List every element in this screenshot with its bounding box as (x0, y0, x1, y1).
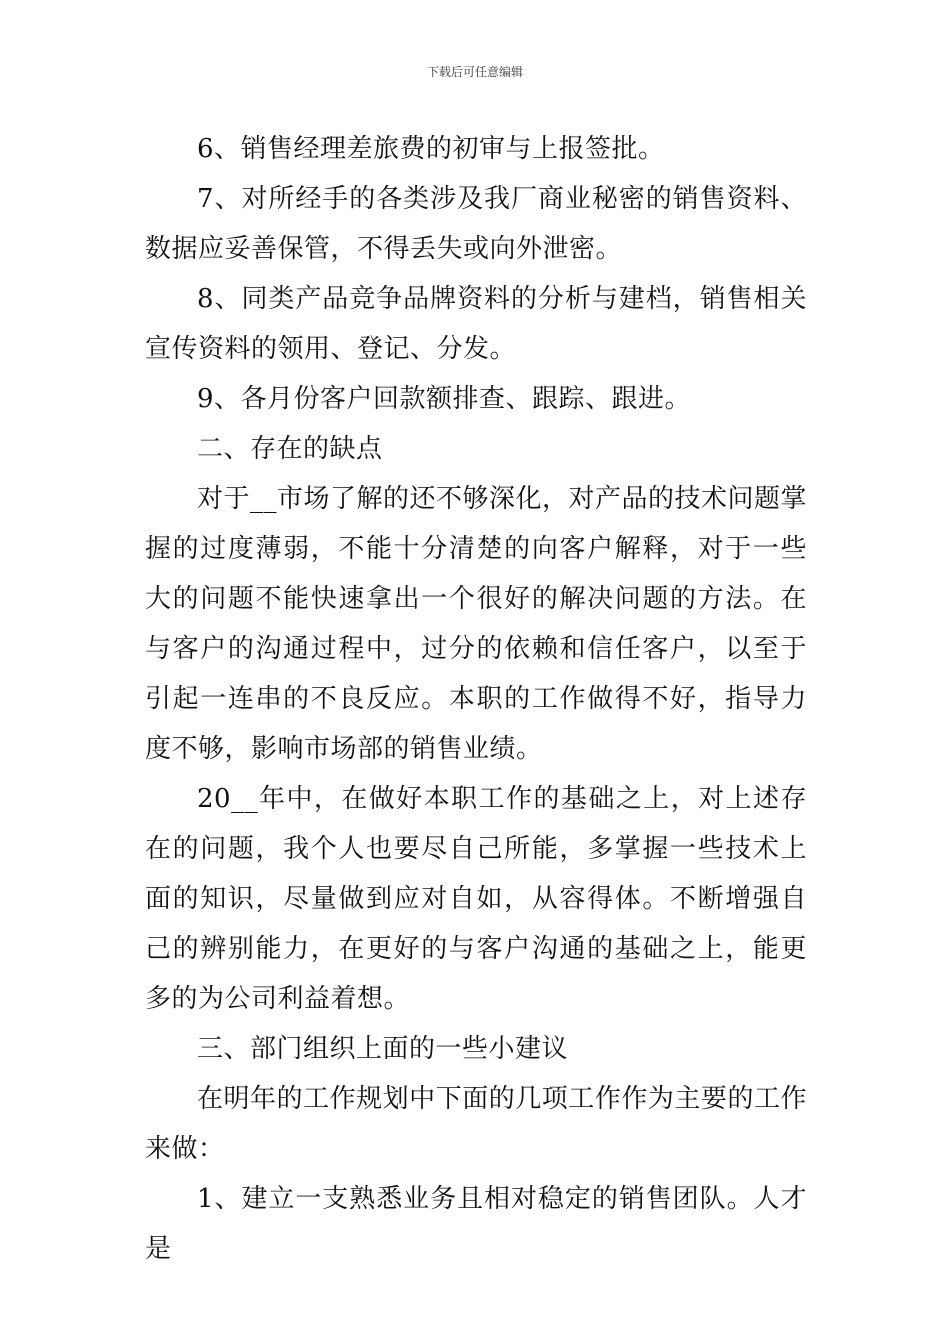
paragraph-item-6: 6、销售经理差旅费的初审与上报签批。 (197, 134, 665, 164)
paragraph-item-8: 8、同类产品竞争品牌资料的分析与建档，销售相关宣传资料的领用、登记、分发。 (145, 284, 807, 364)
paragraph-suggestions-intro: 在明年的工作规划中下面的几项工作作为主要的工作来做： (145, 1084, 807, 1164)
section-heading-suggestions: 三、部门组织上面的一些小建议 (197, 1034, 569, 1064)
paragraph-item-9: 9、各月份客户回款额排查、跟踪、跟进。 (197, 384, 692, 414)
paragraph-item-7: 7、对所经手的各类涉及我厂商业秘密的销售资料、数据应妥善保管，不得丢失或向外泄密。 (145, 184, 807, 264)
paragraph-plan: 20__年中，在做好本职工作的基础之上，对上述存在的问题，我个人也要尽自己所能，多掌握一些技术上面的知识，尽量做到应对自如，从容得体。不断增强自己的辨别能力，在更好的与客户沟通的基础之上，能更多的为公司利益着想。 (145, 784, 807, 1014)
paragraph-suggestion-1: 1、建立一支熟悉业务且相对稳定的销售团队。人才是 (145, 1184, 807, 1264)
document-body (145, 124, 807, 1274)
page-header-note: 下载后可任意编辑 (426, 65, 523, 79)
section-heading-shortcomings: 二、存在的缺点 (197, 434, 383, 464)
paragraph-shortcomings: 对于__市场了解的还不够深化，对产品的技术问题掌握的过度薄弱，不能十分清楚的向客户解释，对于一些大的问题不能快速拿出一个很好的解决问题的方法。在与客户的沟通过程中，过分的依赖和信任客户，以至于引起一连串的不良反应。本职的工作做得不好，指导力度不够，影响市场部的销售业绩。 (145, 484, 808, 764)
